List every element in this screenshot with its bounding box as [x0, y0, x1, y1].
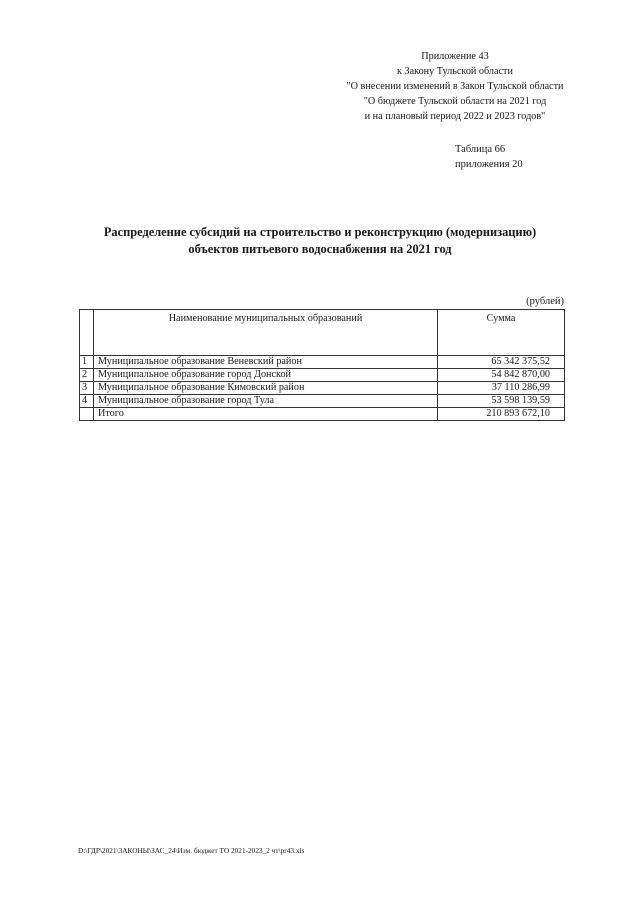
- table-total-row: [80, 408, 565, 421]
- row-name: Муниципальное образование Веневский район: [94, 356, 438, 369]
- appendix-line: к Закону Тульской области: [397, 66, 513, 77]
- appendix-line: Приложение 43: [421, 51, 489, 62]
- row-name: Муниципальное образование город Донской: [94, 369, 438, 382]
- row-name: Муниципальное образование город Тула: [94, 395, 438, 408]
- row-sum: 65 342 375,52: [438, 356, 565, 369]
- title-line: Распределение субсидий на строительство и реконструкцию (модернизацию): [103, 225, 537, 239]
- row-sum: 37 110 286,99: [438, 382, 565, 395]
- header-name: Наименование муниципальных образований: [94, 310, 438, 356]
- subsidy-table: [79, 309, 565, 421]
- table-ref-line: приложения 20: [455, 159, 523, 170]
- table-row: [80, 395, 565, 408]
- appendix-line: и на плановый период 2022 и 2023 годов": [364, 111, 546, 122]
- row-number: 4: [80, 395, 94, 408]
- table-row: [80, 369, 565, 382]
- row-number: 2: [80, 369, 94, 382]
- file-path-footer: D:\ГДР\2021\ЗАКОНЫ\ЗАС_24\Изм. бюджет ТО 2021-2023_2 чт\pr43.xls: [78, 846, 305, 855]
- total-label: Итого: [94, 408, 438, 421]
- table-row: [80, 382, 565, 395]
- row-sum: 54 842 870,00: [438, 369, 565, 382]
- row-sum: 53 598 139,59: [438, 395, 565, 408]
- appendix-line: "О бюджете Тульской области на 2021 год: [363, 96, 547, 107]
- document-title: [80, 224, 560, 258]
- title-line: объектов питьевого водоснабжения на 2021 год: [188, 242, 452, 256]
- row-number: 3: [80, 382, 94, 395]
- table-row: [80, 356, 565, 369]
- total-sum: 210 893 672,10: [438, 408, 565, 421]
- row-name: Муниципальное образование Кимовский район: [94, 382, 438, 395]
- header-sum: Сумма: [438, 310, 565, 356]
- unit-label: (рублей): [526, 296, 564, 307]
- total-number: [80, 408, 94, 421]
- header-num: [80, 310, 94, 356]
- appendix-header: [330, 49, 580, 124]
- table-header-row: [80, 310, 565, 356]
- appendix-line: "О внесении изменений в Закон Тульской области: [346, 81, 564, 92]
- row-number: 1: [80, 356, 94, 369]
- table-ref-line: Таблица 66: [455, 144, 506, 155]
- table-reference: [455, 142, 565, 172]
